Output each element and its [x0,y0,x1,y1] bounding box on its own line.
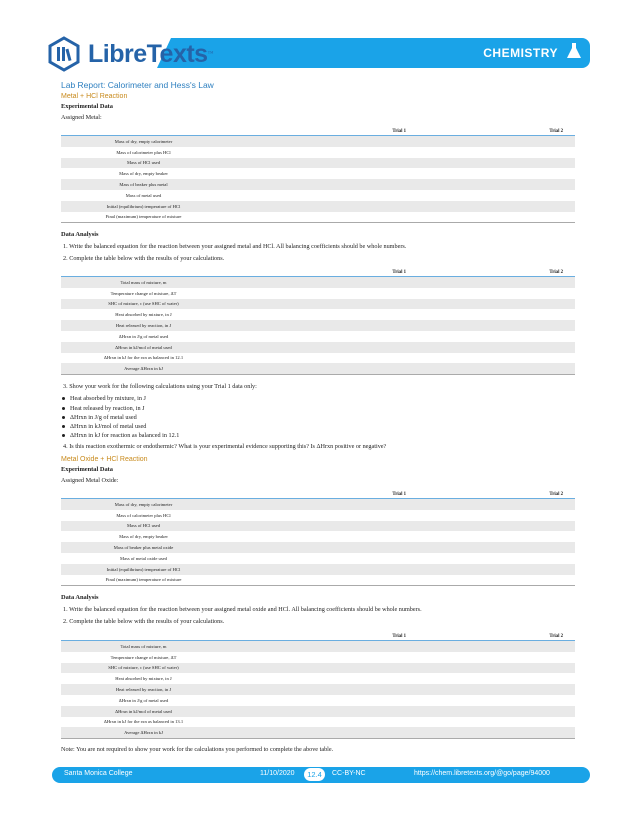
table-row: Initial (equilibrium) temperature of HCl [61,201,575,212]
results-table-1 [61,268,575,375]
col-trial-2: Trial 2 [406,127,575,136]
section-heading-metal-oxide: Metal Oxide + HCl Reaction [61,456,148,463]
table-row: Heat absorbed by mixture, in J [115,676,172,682]
exp-data-label-2: Experimental Data [61,466,114,473]
table-row: Final (maximum) temperature of mixture [61,212,575,223]
libretexts-logo-icon [46,36,82,72]
data-analysis-label-2: Data Analysis [61,594,99,601]
page-title[interactable]: Lab Report: Calorimeter and Hess's Law [61,80,214,90]
list-item: ΔHrxn in kJ/mol of metal used [62,423,146,430]
table-row: ΔHrxn in kJ for the rxn as balanced in 12.1 [103,355,184,361]
table-row: ΔHrxn in J/g of metal used [118,697,169,703]
question-4: 4. Is this reaction exothermic or endothermic? What is your experimental evidence supporting this? Is ΔHrxn positive or negative? [63,443,387,450]
question-1: 1. Write the balanced equation for the reaction between your assigned metal and HCl. All balancing coefficients should be whole numbers. [63,243,407,250]
table-row: Mass of dry, empty beaker [119,534,168,540]
col-trial-1: Trial 1 [226,490,406,499]
table-row: Mass of beaker plus metal oxide [61,542,575,553]
table-row: Temperature change of mixture, ΔT [110,654,177,660]
page-number-badge: 12.4 [304,768,325,781]
footer-college: Santa Monica College [64,770,133,777]
footer-url-link[interactable]: https://chem.libretexts.org/@go/page/94000 [414,770,550,777]
note-text: Note: You are not required to show your work for the calculations you performed to complete the above table. [61,746,334,753]
table-row: ΔHrxn in kJ for the rxn as balanced in 13.1 [103,719,184,725]
col-trial-1: Trial 1 [226,632,406,641]
table-row: Mass of metal oxide used [120,555,167,561]
subject-label: CHEMISTRY [483,46,558,60]
col-trial-2: Trial 2 [406,632,575,641]
exp-data-label: Experimental Data [61,103,114,110]
question-3: 3. Show your work for the following calculations using your Trial 1 data only: [63,383,257,390]
libretexts-logo[interactable] [46,34,213,74]
table-row: Mass of metal used [125,192,162,198]
table-row: Temperature change of mixture, ΔT [110,290,177,296]
list-item: Heat released by reaction, in J [62,405,145,412]
table-row: SHC of mixture, c (use SHC of water) [61,663,575,674]
table-row: Initial (equilibrium) temperature of HCl [61,564,575,575]
assigned-metal-oxide-label: Assigned Metal Oxide: [61,477,119,484]
table-row: Mass of dry, empty calorimeter [61,499,575,510]
logo-trademark: ™ [207,51,214,57]
table-row: ΔHrxn in J/g of metal used [118,333,169,339]
table-row: ΔHrxn in kJ/mol of metal used [61,706,575,717]
table-row: SHC of mixture, c (use SHC of water) [61,299,575,310]
col-trial-2: Trial 2 [406,268,575,277]
question-2-oxide: 2. Complete the table below with the results of your calculations. [63,618,225,625]
col-trial-2: Trial 2 [406,490,575,499]
list-item: Heat absorbed by mixture, in J [62,395,146,402]
table-row: Heat released by reaction, in J [61,320,575,331]
logo-wordmark: LibreTexts [88,39,208,68]
flask-icon [566,42,582,60]
experimental-data-table-2 [61,490,575,586]
table-row: Final (maximum) temperature of mixture [61,575,575,586]
table-row: Average ΔHrxn in kJ [61,363,575,374]
table-row: Total mass of mixture, m [61,641,575,652]
question-1-oxide: 1. Write the balanced equation for the reaction between your assigned metal oxide and HCl. All balancing coefficients should be whole numbers. [63,606,422,613]
table-row: ΔHrxn in kJ/mol of metal used [61,342,575,353]
col-trial-1: Trial 1 [226,268,406,277]
list-item: ΔHrxn in J/g of metal used [62,414,137,421]
table-row: Mass of calorimeter plus HCl [116,512,171,518]
table-row: Mass of HCl used [61,521,575,532]
table-row: Mass of calorimeter plus HCl [116,149,171,155]
table-row: Heat released by reaction, in J [61,684,575,695]
table-row: Mass of dry, empty beaker [119,171,168,177]
results-table-2 [61,632,575,739]
footer-license: CC-BY-NC [332,770,366,777]
data-analysis-label: Data Analysis [61,231,99,238]
table-row: Mass of dry, empty calorimeter [61,136,575,147]
assigned-metal-label: Assigned Metal: [61,114,102,121]
table-row: Total mass of mixture, m [61,277,575,288]
footer-date: 11/10/2020 [260,770,295,777]
question-2: 2. Complete the table below with the results of your calculations. [63,255,225,262]
experimental-data-table-1 [61,127,575,223]
col-trial-1: Trial 1 [226,127,406,136]
table-row: Average ΔHrxn in kJ [61,727,575,738]
table-row: Heat absorbed by mixture, in J [115,312,172,318]
table-row: Mass of HCl used [61,158,575,169]
table-row: Mass of beaker plus metal [61,179,575,190]
list-item: ΔHrxn in kJ for reaction as balanced in 12.1 [62,432,179,439]
section-heading-metal: Metal + HCl Reaction [61,93,128,100]
